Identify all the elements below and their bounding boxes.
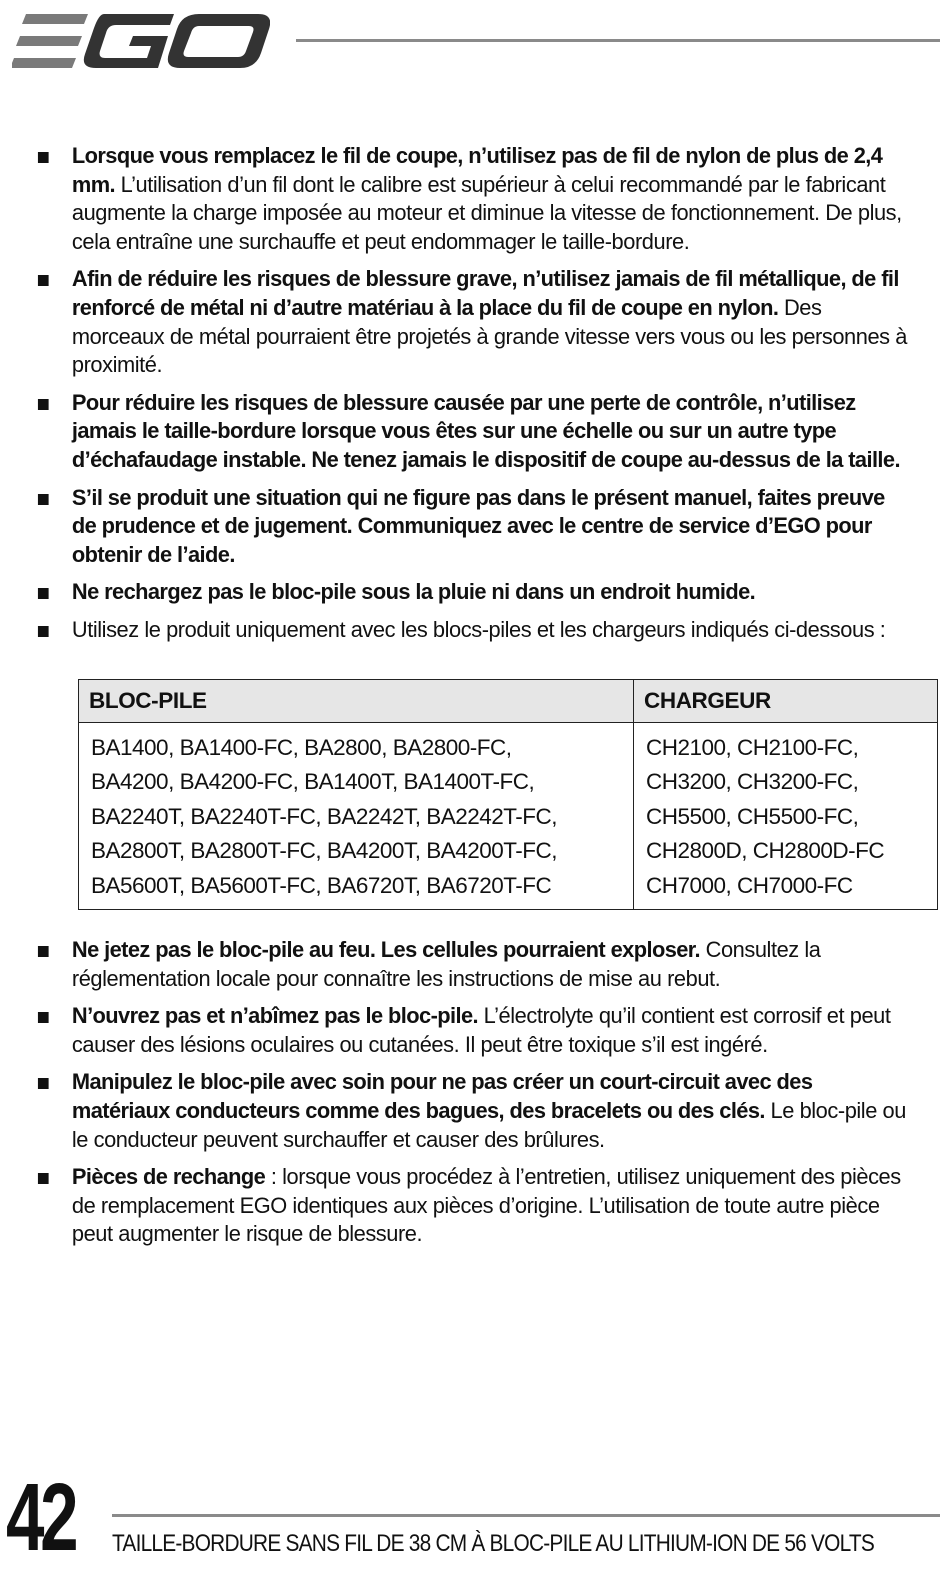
bullet-list-bottom [36, 936, 936, 1249]
square-bullet-icon [38, 399, 49, 410]
battery-line: BA4200, BA4200-FC, BA1400T, BA1400T-FC, [91, 769, 535, 794]
list-item: Lorsque vous remplacez le fil de coupe, n’utilisez pas de fil de nylon de plus de 2,4 mm. L’utilisation d’un fil dont le calibre est supérieur à celui recommandé par le fabricant augmente la charge imposée au moteur et diminue la vitesse de fonctionnement. De plus, cela entraîne une surchauffe et peut endommager le taille-bordure. [36, 142, 909, 256]
compatibility-table [78, 679, 938, 911]
charger-line: CH2100, CH2100-FC, [646, 734, 859, 760]
battery-line: BA2800T, BA2800T-FC, BA4200T, BA4200T-FC, [91, 838, 558, 863]
charger-line: CH2800D, CH2800D-FC [646, 838, 885, 863]
square-bullet-icon [38, 494, 49, 505]
battery-line: BA1400, BA1400-FC, BA2800, BA2800-FC, [91, 734, 512, 760]
list-item: S’il se produit une situation qui ne figure pas dans le présent manuel, faites preuve de prudence et de jugement. Communiquez avec le centre de service d’EGO pour obtenir de l’aide. [36, 484, 909, 570]
square-bullet-icon [38, 275, 49, 286]
footer-title: TAILLE-BORDURE SANS FIL DE 38 CM À BLOC-PILE AU LITHIUM-ION DE 56 VOLTS [112, 1530, 875, 1557]
list-item: Afin de réduire les risques de blessure grave, n’utilisez jamais de fil métallique, de fil renforcé de métal ni d’autre matériau à la place du fil de coupe en nylon. Des morceaux de métal pourraient être projetés à grande vitesse vers vous ou les personnes à proximité. [36, 265, 909, 379]
battery-line: BA5600T, BA5600T-FC, BA6720T, BA6720T-FC [91, 872, 552, 898]
list-item: Ne jetez pas le bloc-pile au feu. Les cellules pourraient exploser. Consultez la réglementation locale pour connaître les instructions de mise au rebut. [36, 936, 909, 993]
charger-list-cell [634, 722, 938, 910]
charger-line: CH7000, CH7000-FC [646, 872, 853, 898]
battery-line: BA2240T, BA2240T-FC, BA2242T, BA2242T-FC, [91, 803, 558, 829]
list-item: Ne rechargez pas le bloc-pile sous la pluie ni dans un endroit humide. [36, 578, 909, 607]
square-bullet-icon [38, 626, 49, 637]
list-item: Manipulez le bloc-pile avec soin pour ne pas créer un court-circuit avec des matériaux conducteurs comme des bagues, des bracelets ou des clés. Le bloc-pile ou le conducteur peuvent surchauffer et causer des brûlures. [36, 1068, 909, 1154]
list-item: Pour réduire les risques de blessure causée par une perte de contrôle, n’utilisez jamais le taille-bordure lorsque vous êtes sur une échelle ou sur un autre type d’échafaudage instable. Ne tenez jamais le dispositif de coupe au-dessus de la taille. [36, 389, 909, 475]
list-item: Utilisez le produit uniquement avec les blocs-piles et les chargeurs indiqués ci-dessous : [36, 616, 909, 645]
charger-line: CH5500, CH5500-FC, [646, 803, 859, 829]
battery-list-cell [79, 722, 634, 910]
square-bullet-icon [38, 588, 49, 599]
list-item: N’ouvrez pas et n’abîmez pas le bloc-pile. L’électrolyte qu’il contient est corrosif et peut causer des lésions oculaires ou cutanées. Il peut être toxique s’il est ingéré. [36, 1002, 909, 1059]
table-row [79, 722, 938, 910]
page-number: 42 [6, 1464, 75, 1571]
header-rule [296, 39, 940, 42]
square-bullet-icon [38, 1078, 49, 1089]
square-bullet-icon [38, 152, 49, 163]
safety-instructions [36, 142, 936, 1258]
charger-line: CH3200, CH3200-FC, [646, 769, 859, 794]
footer-rule [112, 1514, 940, 1517]
ego-logo [12, 12, 270, 70]
table-header-charger: CHARGEUR [634, 679, 938, 722]
square-bullet-icon [38, 946, 49, 957]
square-bullet-icon [38, 1012, 49, 1023]
list-item: Pièces de rechange : lorsque vous procédez à l’entretien, utilisez uniquement des pièces de remplacement EGO identiques aux pièces d’origine. L’utilisation de toute autre pièce peut augmenter le risque de blessure. [36, 1163, 909, 1249]
square-bullet-icon [38, 1173, 49, 1184]
table-header-battery: BLOC-PILE [79, 679, 634, 722]
bullet-list-top [36, 142, 936, 645]
